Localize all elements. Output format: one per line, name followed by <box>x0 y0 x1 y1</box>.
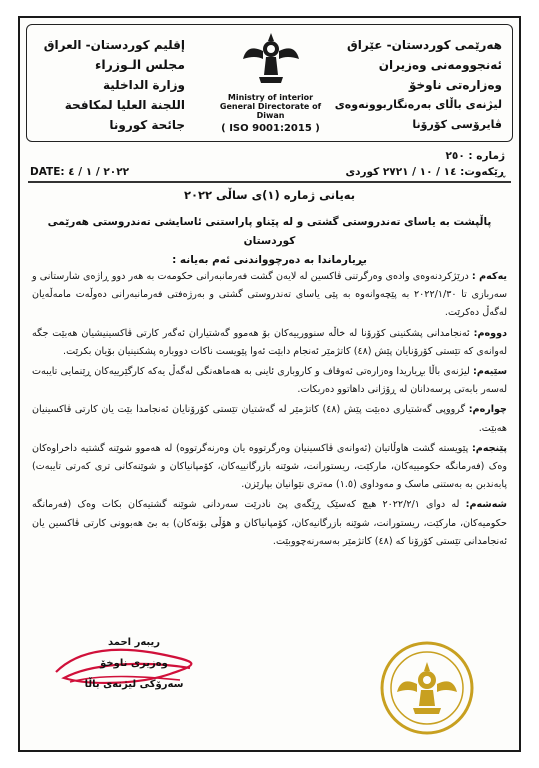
letterhead-arabic-line-1: إقليم كوردستان- العراق <box>43 38 185 52</box>
letterhead-kurdish-line-4: لیژنەی باڵای بەرەنگاربوونەوەی <box>334 98 502 111</box>
letterhead-arabic-line-2: مجلس الـوزراء <box>94 57 185 72</box>
kurdistan-emblem-logo <box>241 29 301 87</box>
paragraph-text: پێویستە گشت هاوڵاتیان (ئەوانەی ڤاکسینیان وەرگرتووە یان وەرنەگرتووە) لە هەموو شوێنە گشتیە داخراوەکان وەک (فەرمانگە حکومییەکان، مارکێت، ریستورانت، شوێنە بازرگانییەکان، کۆمپانیاکان و شوێنەکانی تری کەرتی تایبەت) پابەندبن بە بەستنی ماسک و مەوداوی (١.٥) مەتری نێوانیان بپارێزن. <box>32 442 507 491</box>
header-divider <box>28 181 511 183</box>
letterhead-kurdish-line-2: ئەنجوومەنی وەزیران <box>378 58 502 72</box>
statement-intro <box>34 213 505 270</box>
paragraph-text: لە دوای ٢٠٢٢/٢/١ هیچ کەسێک ڕێگەی پێ نادرێت سەردانی شوێنە گشتیەکان بکات وەک (فەرمانگە حکومیەکان، مارکێت، ریستورانت، شوێنە بازرگانیەکان، کۆمپانیاکان و هۆڵی بۆنەکان) بە بێ هەبوونی کارتی ڤاکسین یان ئەنجامدانی تێستی کۆرۆنا کە (٤٨) کاتژمێر بەسەرنەچووبێت. <box>32 499 507 547</box>
letterhead-arabic-line-5: جائحة كورونا <box>109 118 185 132</box>
directorate-en: General Directorate of Diwan <box>219 102 322 120</box>
letterhead-arabic-line-3: وزارة الداخلية <box>102 78 185 92</box>
letterhead-arabic-line-4: اللجنة العليا لمكافحة <box>64 98 185 112</box>
doc-number: ژمارە : ٢٥٠ <box>445 150 505 162</box>
paragraph-text: گرووپی گەشتیاری دەبێت پێش (٤٨) کاتژمێر لە گەشتیان تێستی کۆرۆنایان ئەنجامدا بێت یان کارتی ڤاکسینیان هەبێت. <box>32 404 507 434</box>
intro-line-1: پاڵپشت بە یاسای تەندروستی گشتی و لە پێناو پاراستنی ئاسایشی تەندروستی هەرێمی کوردستان <box>47 216 492 247</box>
letterhead <box>26 24 513 142</box>
letterhead-arabic <box>35 35 185 135</box>
paragraph-label: یەکەم : <box>471 271 507 282</box>
paragraph-label: پێنجەم: <box>471 442 507 454</box>
paragraph-5 <box>32 440 507 495</box>
signature-block <box>84 632 184 695</box>
paragraph-label: چوارەم: <box>468 404 507 416</box>
paragraph-label: شەشەم: <box>465 499 507 511</box>
letterhead-kurdish-line-5: ڤایرۆسی کۆرۆنا <box>412 118 502 131</box>
paragraph-4 <box>32 401 507 437</box>
official-seal-stamp <box>379 640 475 736</box>
paragraph-label: سێیەم: <box>473 366 507 378</box>
paragraph-3 <box>32 363 507 399</box>
document-page <box>18 16 521 752</box>
letterhead-kurdish <box>327 35 502 135</box>
paragraph-text: درێژکردنەوەی وادەی وەرگرتنی ڤاکسین لە لایەن گشت فەرمانبەرانی حکومەت بە هەر دوو ڕاژەی شارستانی و سەربازی تا ٢٠٢٢/١/٣٠ بە پێچەوانەوە بە پێی یاسای تەندروستی گشتی و بەرژەفتی فەرمانبەرانی دەوڵەت مامەڵەیان لەگەڵ دەکرێت. <box>32 271 507 319</box>
doc-date: DATE: ٢٠٢٢ / ١ / ٤ <box>30 166 130 178</box>
letterhead-kurdish-line-1: هەرێمی کوردستان- عێراق <box>347 38 502 52</box>
paragraph-1 <box>32 268 507 323</box>
paragraph-6 <box>32 496 507 551</box>
paragraph-text: لیژنەی باڵا بڕیاریدا وەزارەتی ئەوقاف و کاروباری ئاینی بە هەماهەنگی لەگەڵ یەکە کارگێرییەکان ڕێنمایی تایبەت لەسەر بابەتی پرسەدانان لە ڕۆژانی داهاتوو دەربکات. <box>32 366 507 396</box>
letterhead-kurdish-line-3: وەزارەتی ناوخۆ <box>408 78 502 92</box>
statement-title: بەیانی ژمارە (١)ی ساڵی ٢٠٢٢ <box>183 188 356 202</box>
signatory-role: سەرۆکی لیژنەی باڵا <box>84 679 184 690</box>
paragraph-text: ئەنجامدانی پشکنینی کۆرۆنا لە خاڵە سنوورییەکان بۆ هەموو گەشتیاران ئەگەر کارتی ڤاکسینیشیان هەبێت جگە لەوانەی کە تێستی کۆرۆنایان پێش (٤٨) کاتژمێر ئەنجام دابێت ئەوا پێویست ناکات دووبارە پشکنینیان بۆیان بکرێت. <box>32 327 507 357</box>
paragraph-label: دووەم: <box>473 327 507 339</box>
ministry-en: Ministry of interior <box>227 93 314 102</box>
signatory-name: ریبەر احمد <box>107 637 160 648</box>
intro-line-2: بڕیارماندا بە دەرچوواندنی ئەم بەیانە : <box>172 254 367 266</box>
paragraph-2 <box>32 325 507 361</box>
iso-cert: ( ISO 9001:2015 ) <box>221 123 320 134</box>
doc-date-kurdish: ڕێکەوت: ١٤ / ١٠ / ٢٧٢١ کوردی <box>345 166 505 178</box>
signatory-title: وەزیری ناوخۆ <box>100 658 168 669</box>
statement-body <box>32 268 507 553</box>
letterhead-center <box>212 29 329 134</box>
